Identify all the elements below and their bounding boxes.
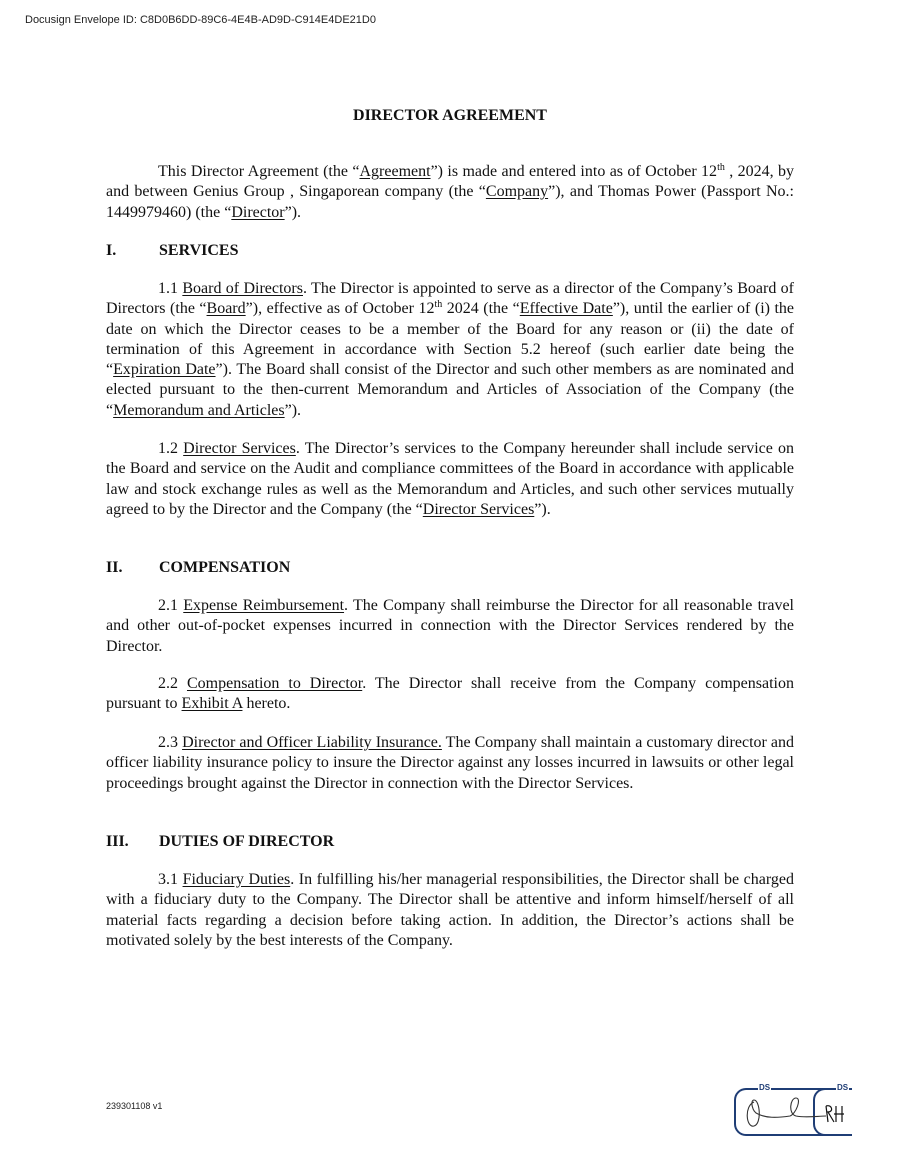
defined-term-company: Company xyxy=(485,183,549,201)
section-heading-duties: III. DUTIES OF DIRECTOR xyxy=(106,833,335,850)
intro-paragraph: This Director Agreement (the “Agreement”) is made and entered into as of October 12th , 2024, by and between Genius Group , Singaporean company (the “Company”), and Thomas Power (Passport No.: 1449979460) (the “Director”). xyxy=(106,162,795,221)
defined-term-director: Director xyxy=(231,203,285,221)
clause-1-2: 1.2 Director Services. The Director’s services to the Company hereunder shall include service on the Board and service on the Audit and compliance committees of the Board in accordance with applicable law and stock exchange rules as well as the Memorandum and Articles, and such other services mutually agreed to by the Director and the Company (the “Director Services”). xyxy=(106,440,794,518)
defined-term-expiration-date: Expiration Date xyxy=(113,361,216,379)
document-title: DIRECTOR AGREEMENT xyxy=(353,107,547,124)
clause-title: Board of Directors xyxy=(182,280,303,297)
defined-term-exhibit-a: Exhibit A xyxy=(181,695,243,713)
section-heading-compensation: II. COMPENSATION xyxy=(106,559,291,576)
document-id: 239301108 v1 xyxy=(106,1101,163,1111)
clause-2-2: 2.2 Compensation to Director. The Director shall receive from the Company compensation pursuant to Exhibit A hereto. xyxy=(106,675,794,713)
envelope-id: Docusign Envelope ID: C8D0B6DD-89C6-4E4B-AD9D-C914E4DE21D0 xyxy=(25,14,376,26)
clause-title: Director Services xyxy=(183,440,296,457)
defined-term-memorandum: Memorandum and Articles xyxy=(113,401,285,419)
clause-title: Director and Officer Liability Insurance. xyxy=(182,734,442,751)
clause-title: Expense Reimbursement xyxy=(183,597,345,614)
defined-term-director-services: Director Services xyxy=(422,500,535,518)
clause-1-1: 1.1 Board of Directors. The Director is appointed to serve as a director of the Company’s Board of Directors (the “Board”), effective as of October 12th 2024 (the “Effective Date”), until the earlier of (i) the date on which the Director ceases to be a member of the Board for any reason or (ii) the date of termination of this Agreement in accordance with Section 5.2 hereof (such earlier date being the “Expiration Date”). The Board shall consist of the Director and such other members as are nominated and elected pursuant to the then-current Memorandum and Articles of Association of the Company (the “Memorandum and Articles”). xyxy=(106,280,795,419)
defined-term-effective-date: Effective Date xyxy=(519,300,613,318)
clause-title: Fiduciary Duties xyxy=(182,871,291,888)
defined-term-board: Board xyxy=(206,300,246,318)
section-heading-services: I. SERVICES xyxy=(106,242,239,259)
signature-scribble-icon xyxy=(740,1092,850,1132)
ds-label-1: DS xyxy=(759,1083,771,1092)
clause-3-1: 3.1 Fiduciary Duties. In fulfilling his/her managerial responsibilities, the Director shall be charged with a fiduciary duty to the Company. The Director shall be attentive and inform himself/herself of all material facts regarding a decision before taking action. In addition, the Director’s actions shall be motivated solely by the best interests of the Company. xyxy=(106,871,795,949)
clause-title: Compensation to Director xyxy=(186,675,363,692)
defined-term-agreement: Agreement xyxy=(359,163,431,180)
clause-2-3: 2.3 Director and Officer Liability Insurance. The Company shall maintain a customary director and officer liability insurance policy to insure the Director against any losses incurred in lawsuits or other legal proceedings brought against the Director in connection with the Director Services. xyxy=(106,734,795,792)
clause-2-1: 2.1 Expense Reimbursement. The Company shall reimburse the Director for all reasonable travel and other out-of-pocket expenses incurred in connection with the Director Services rendered by the Director. xyxy=(106,597,795,655)
ds-label-2: DS xyxy=(837,1083,849,1092)
